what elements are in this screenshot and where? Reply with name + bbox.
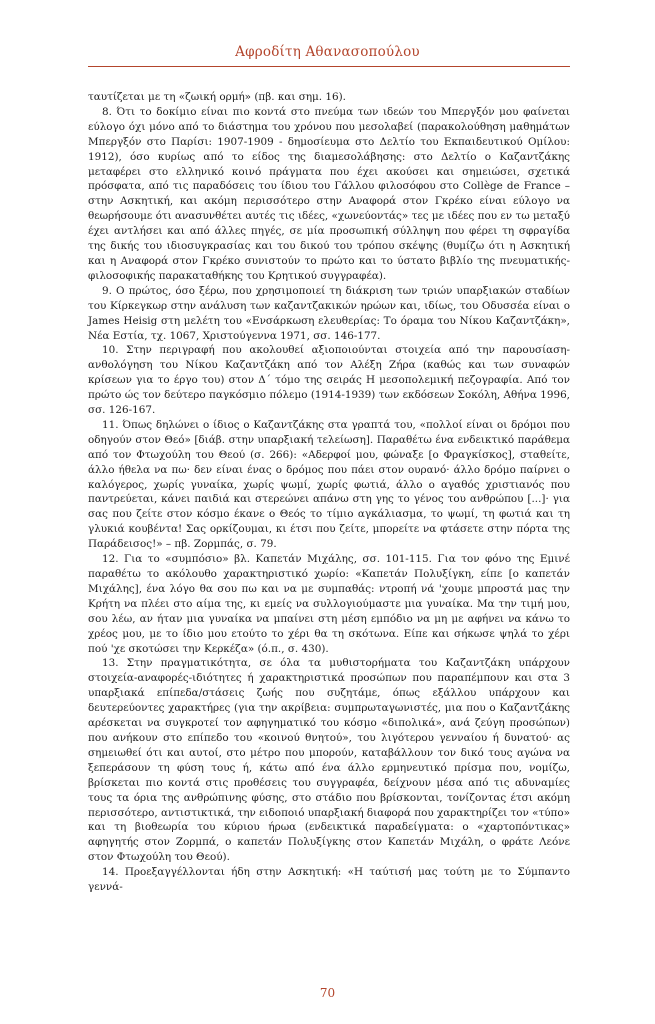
page-number: 70 (319, 986, 336, 1000)
footnote-13: 13. Στην πραγματικότητα, σε όλα τα μυθιστορήματα του Καζαντζάκη υπάρχουν στοιχεία-αναφορές-ιδιότητες ή χαρακτηριστικά προσώπων που παραπέμπουν και στα 3 υπαρξιακά επίπεδα/στάσεις ζωής που συζητάμε, όπως εξάλλου υπάρχουν και δευτερεύοντες χαρακτήρες (για την ακρίβεια: συμπρωταγωνιστές, μια που ο Καζαντζάκης αρέσκεται να συγκροτεί τον αφηγηματικό του κόσμο «διπολικά», ανά ζεύγη προσώπων) που ανήκουν στο επίπεδο του «κοινού θνητού», του λιγότερου γενναίου ή δυνατού· ας σημειωθεί ότι και αυτοί, στο μέτρο που μπορούν, καταβάλλουν τον δικό τους αγώνα να ξεπεράσουν τη φύση τους ή, κάτω από ένα άλλο ερμηνευτικό πρίσμα που, νομίζω, βρίσκεται πιο κοντά στις προθέσεις του συγγραφέα, δείχνουν μέσα από τις αδυναμίες τους τα όρια της ανθρώπινης φύσης, στο στάδιο που βρίσκονται, τονίζοντας έτσι ακόμη περισσότερο, αντιστικτικά, την ειδοποιό υπαρξιακή διαφορά που χαρακτηρίζει τον «τύπο» και τη βιοθεωρία του κύριου ήρωα (ενδεικτικά παραδείγματα: ο «χαρτοπόντικας» αφηγητής στον Ζορμπά, ο καπετάν Πολυξίγκης στον Καπετάν Μιχάλη, ο φράτε Λεόνε στον Φτωχούλη του Θεού). (88, 657, 570, 864)
footnote-14: 14. Προεξαγγέλλονται ήδη στην Ασκητική: «Η ταύτισή μας τούτη με το Σύμπαντο γεννά- (88, 866, 570, 894)
header-rule (88, 66, 570, 67)
footnotes-body (88, 90, 570, 895)
running-header: Αφροδίτη Αθανασοπούλου (235, 44, 420, 60)
footnote-10: 10. Στην περιγραφή που ακολουθεί αξιοποιούνται στοιχεία από την παρουσίαση-ανθολόγηση του Νίκου Καζαντζάκη από τον Αλέξη Ζήρα (καθώς και των συναφών κρίσεων για το έργο του) στον Δ΄ τόμο της σειράς Η μεσοπολεμική πεζογραφία. Από τον πρώτο ώς τον δεύτερο παγκόσμιο πόλεμο (1914-1939) των εκδόσεων Σοκόλη, Αθήνα 1996, σσ. 126-167. (88, 344, 570, 417)
footnote-11: 11. Όπως δηλώνει ο ίδιος ο Καζαντζάκης στα γραπτά του, «πολλοί είναι οι δρόμοι που οδηγούν στον Θεό» [διάβ. στην υπαρξιακή τελείωση]. Παραθέτω ένα ενδεικτικό παράθεμα από τον Φτωχούλη του Θεού (σ. 266): «Αδερφοί μου, φώναξε [ο Φραγκίσκος], σταθείτε, άλλο ήθελα να πω· δεν είναι ένας ο δρόμος που πάει στον ουρανό· άλλο δρόμο παίρνει ο καλόγερος, χωρίς γυναίκα, χωρίς ψωμί, χωρίς φωτιά, άλλο ο αγαθός χριστιανός που παντρεύεται, κάνει παιδιά και στερεώνει απάνω στη γης το γένος του ανθρώπου [...]· για σας που ζείτε στον κόσμο έκανε ο Θεός το τίμιο αγκάλιασμα, το ψωμί, τη φωτιά και τη γλυκιά κουβέντα! Σας ορκίζουμαι, κι έτσι που ζείτε, μπορείτε να φτάσετε στην πόρτα της Παράδεισος!» – πβ. Ζορμπάς, σ. 79. (88, 418, 570, 551)
footnote-12: 12. Για το «συμπόσιο» βλ. Καπετάν Μιχάλης, σσ. 101-115. Για τον φόνο της Εμινέ παραθέτω το ακόλουθο χαρακτηριστικό χωρίο: «Καπετάν Πολυξίγκη, είπε [ο καπετάν Μιχάλης], ένα λόγο θα σου πω και να με συμπαθάς: ντροπή νά 'χουμε μπροστά μας την Κρήτη να πλέει στο αίμα της, κι εμείς να συλλογιούμαστε μια γυναίκα. Μα την τιμή μου, σου λέω, αν ήταν μια γυναίκα να μπαίνει στη μέση εμπόδιο να μη με αφήνει να κάνω το χρέος μου, με το ίδιο μου ετούτο το χέρι θα τη σκότωνα. Είπε και σήκωσε ψηλά το χέρι πού 'χε σκοτώσει την Κερκέζα» (ό.π., σ. 430). (88, 553, 570, 655)
footnote-7-continuation: ταυτίζεται με τη «ζωική ορμή» (πβ. και σημ. 16). (88, 91, 346, 103)
footnote-9: 9. Ο πρώτος, όσο ξέρω, που χρησιμοποιεί τη διάκριση των τριών υπαρξιακών σταδίων του Κίρκεγκωρ στην ανάλυση των καζαντζακικών ηρώων και, ιδίως, του Οδυσσέα είναι ο James Heisig στη μελέτη του «Ενσάρκωση ελευθερίας: Το όραμα του Νίκου Καζαντζάκη», Νέα Εστία, τχ. 1067, Χριστούγεννα 1971, σσ. 146-177. (88, 284, 570, 342)
footnote-8: 8. Ότι το δοκίμιο είναι πιο κοντά στο πνεύμα των ιδεών του Μπεργξόν μου φαίνεται εύλογο όχι μόνο από το διάστημα του χρόνου που μεσολαβεί (παρακολούθηση μαθημάτων Μπεργξόν στο Παρίσι: 1907-1909 - δημοσίευμα στο Δελτίο του Εκπαιδευτικού Ομίλου: 1912), όσο κυρίως από το είδος της διαμεσολάβησης: στο Δελτίο ο Καζαντζάκης μεταφέρει στο ελληνικό κοινό πράγματα που έχει ακούσει και σημειώσει, σχετικά πρόσφατα, από τις παραδόσεις του ίδιου του Γάλλου φιλοσόφου στο Collège de France – στην Ασκητική, και ακόμη περισσότερο στην Αναφορά στον Γκρέκο είναι εύλογο να θεωρήσουμε ότι ανασυνθέτει αυτές τις ιδέες, «χωνεύοντάς» τες με ιδέες που εν τω μεταξύ έχει αντλήσει και από άλλες πηγές, σε μία προσωπική σύλληψη που φέρει τη σφραγίδα της δικής του ιδιοσυγκρασίας και του δικού του τρόπου σκέψης (θυμίζω ότι η Ασκητική και η Αναφορά στον Γκρέκο συνιστούν το πρώτο και το ύστατο βιβλίο της πνευματικής-φιλοσοφικής παρακαταθήκης του Κρητικού συγγραφέα). (88, 105, 570, 282)
